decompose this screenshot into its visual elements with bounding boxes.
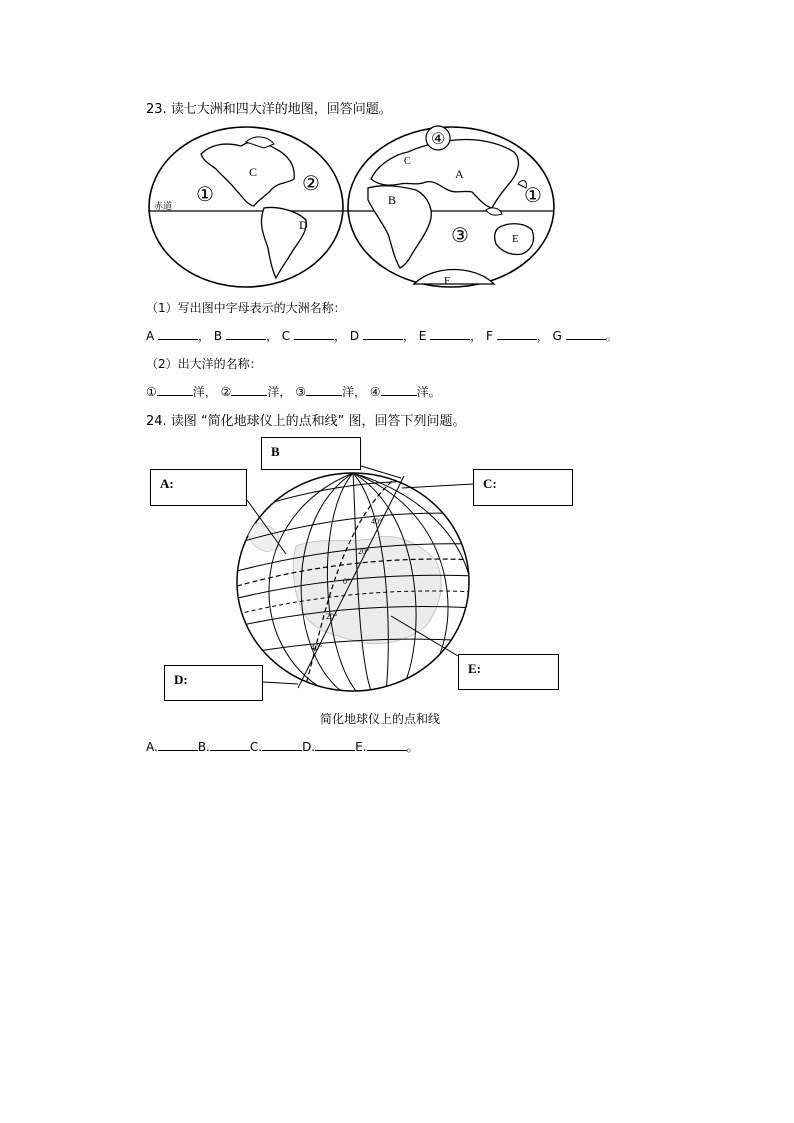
blank-label: G [552, 329, 562, 343]
q24-answer-line [146, 738, 419, 755]
blank-suffix: 洋 [341, 385, 354, 399]
answer-blank[interactable] [363, 327, 403, 340]
q23-sub2-answer-line: ① 洋， ② 洋， ③ 洋， ④ 洋。 [146, 385, 441, 399]
blank-label: ④ [369, 385, 381, 399]
blank-label: C. [249, 740, 263, 754]
ocean-label: ② [302, 173, 320, 195]
blank-suffix: 洋 [267, 385, 280, 399]
blank-label: B. [197, 740, 210, 754]
equator-label: 赤道 [154, 201, 173, 211]
answer-blank[interactable] [381, 383, 417, 396]
continent-label: C [249, 165, 258, 179]
ocean-label: ① [196, 184, 214, 206]
label-box-d[interactable]: D: [164, 665, 263, 701]
blank-label: A [146, 329, 155, 343]
blank-label: C [281, 329, 291, 343]
blank-label: D [349, 329, 360, 343]
continent-label: C [404, 156, 411, 167]
continent-label: D [299, 218, 308, 232]
label-box-b[interactable]: B [261, 437, 361, 470]
blank-label: D. [302, 740, 316, 754]
figure-caption: 简化地球仪上的点和线 [320, 712, 441, 726]
answer-blank[interactable] [315, 738, 355, 751]
ocean-label: ③ [451, 225, 469, 247]
label-box-a[interactable]: A: [150, 469, 247, 506]
leader-line-d [263, 682, 298, 684]
end-mark: 。 [406, 740, 419, 754]
blank-label: E. [355, 740, 367, 754]
q23-sub2-title: （2）出大洋的名称： [146, 357, 262, 371]
continent-label: F [444, 275, 451, 287]
q23-sub1-answer-line: A ， B ， C ， D ， E ， F ， G 。 [146, 329, 618, 343]
latitude-label: 20° [326, 612, 338, 621]
continent-label: A [455, 167, 464, 181]
q23-sub1-title: （1）写出图中字母表示的大洲名称： [146, 301, 346, 315]
answer-blank[interactable] [497, 327, 537, 340]
blank-suffix: 洋 [192, 385, 205, 399]
blank-label: A. [146, 740, 158, 754]
answer-blank[interactable] [367, 738, 407, 751]
answer-blank[interactable] [231, 383, 267, 396]
answer-blank[interactable] [226, 327, 266, 340]
blank-label: ① [146, 385, 157, 399]
leader-line-c [402, 484, 473, 488]
world-map-two-hemispheres [146, 124, 558, 290]
ocean-label: ① [524, 185, 542, 207]
answer-blank[interactable] [158, 738, 198, 751]
ocean-label: ④ [431, 131, 446, 148]
answer-blank[interactable] [210, 738, 250, 751]
latitude-label: 0° [343, 577, 351, 586]
answer-blank[interactable] [294, 327, 334, 340]
blank-label: B [213, 329, 223, 343]
q23-title: 23. 读七大洲和四大洋的地图，回答问题。 [146, 102, 392, 117]
label-box-c[interactable]: C: [473, 469, 573, 506]
answer-blank[interactable] [566, 327, 606, 340]
continent-label: B [388, 193, 397, 207]
answer-blank[interactable] [158, 327, 198, 340]
answer-blank[interactable] [430, 327, 470, 340]
latitude-label: 40° [371, 517, 383, 526]
latitude-label: 20° [358, 547, 370, 556]
answer-blank[interactable] [306, 383, 342, 396]
answer-blank[interactable] [262, 738, 302, 751]
continent-label: E [512, 233, 519, 245]
end-mark: 。 [605, 329, 618, 343]
q24-title: 24. 读图 “简化地球仪上的点和线” 图，回答下列问题。 [146, 414, 466, 429]
answer-blank[interactable] [157, 383, 193, 396]
blank-label: ② [220, 385, 232, 399]
blank-suffix: 洋 [416, 385, 429, 399]
blank-label: ③ [295, 385, 306, 399]
blank-label: E [418, 329, 427, 343]
latitude-label: 40° [311, 643, 323, 652]
blank-label: F [485, 329, 493, 343]
end-mark: 。 [428, 385, 441, 399]
label-box-e[interactable]: E: [458, 654, 559, 690]
